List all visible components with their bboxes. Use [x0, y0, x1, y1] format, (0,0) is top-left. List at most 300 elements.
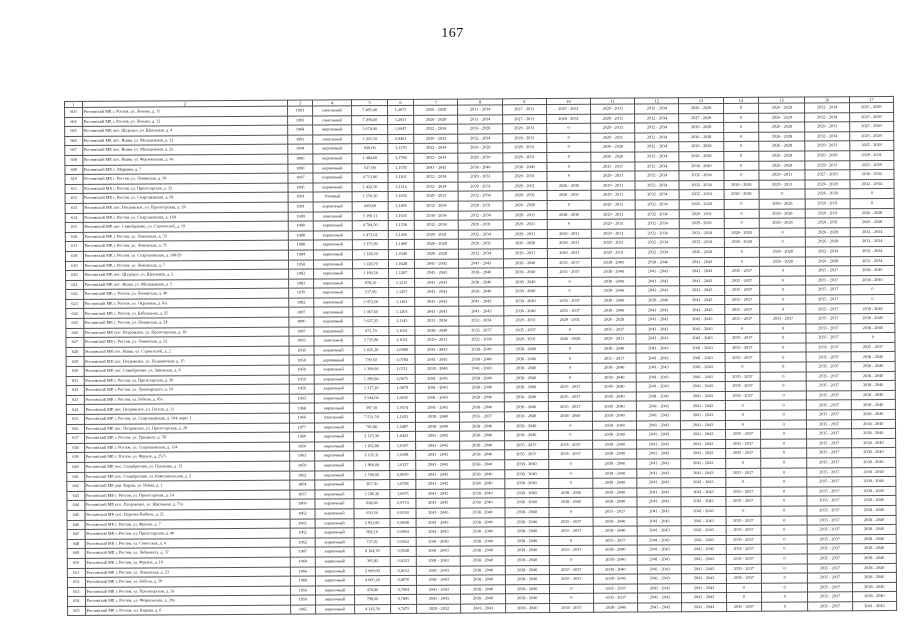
table-cell: 1988 — [289, 231, 313, 241]
table-cell: 0,9694 — [390, 527, 417, 537]
table-cell: 2041 - 2043 — [681, 497, 725, 507]
table-cell: 2038 - 2040 — [591, 258, 635, 268]
table-cell: 1,0327 — [389, 460, 416, 470]
table-cell: 2029 - 2031 — [459, 239, 503, 249]
table-cell: 2038 - 2040 — [852, 525, 896, 535]
table-cell: 2038 - 2040 — [505, 517, 549, 527]
address-cell: Ростовский МР, пос. Шурскол, ул. Школьная, д. 4 — [82, 125, 288, 136]
table-cell: 2029 - 2031 — [547, 248, 591, 258]
address-cell: Ростовский МР, г. Ростов, ул. Спартаковская, д. 114 — [84, 442, 290, 453]
table-cell: 2038 - 2040 — [592, 382, 636, 392]
address-cell: Ростовский МР, пос. Петровское, ул. Гоголя, д. 11 — [84, 404, 290, 415]
table-cell: 7 485,40 — [352, 106, 387, 116]
address-cell: Ростовский МР, г. Ростов, ул. Спартаковская, д. 108/29 — [83, 250, 289, 261]
table-cell: 2025 - 2029 — [849, 112, 893, 122]
table-cell: 2041 - 2043 — [415, 278, 459, 288]
table-cell: 1,1021 — [389, 326, 416, 336]
table-cell: 1,1267 — [388, 268, 415, 278]
table-cell: 0 — [761, 573, 807, 583]
table-cell: 2041 - 2043 — [416, 402, 460, 412]
table-cell: 1965 — [291, 605, 315, 615]
table-cell: 2032 - 2034 — [680, 238, 724, 248]
table-cell: 627 — [66, 338, 84, 348]
table-cell: 2026 - 2028 — [759, 247, 805, 257]
table-cell: 2032 - 2034 — [414, 182, 458, 192]
table-cell: 623 — [66, 299, 84, 309]
table-cell: 2038 - 2040 — [851, 477, 895, 487]
table-cell: 1,1692 — [388, 192, 415, 202]
table-cell: 2035 - 2037 — [725, 468, 760, 478]
address-cell: Ростовский МР, пос. Семибратово, ул. Строителей, д. 19 — [83, 221, 289, 232]
column-number: 11 — [591, 98, 635, 104]
table-cell: 631 — [66, 376, 84, 386]
table-cell: 1997 — [289, 307, 313, 317]
table-cell: 2041 - 2043 — [636, 315, 680, 325]
table-cell: 2041 - 2043 — [682, 526, 726, 536]
table-cell: 2041 - 2043 — [416, 546, 460, 556]
table-cell: 2032 - 2034 — [805, 103, 849, 113]
table-cell: 2035 - 2037 — [807, 458, 851, 468]
table-cell: 2035 - 2037 — [807, 419, 851, 429]
table-cell: кирпичный — [314, 470, 354, 480]
table-cell: 0 — [761, 554, 807, 564]
table-cell: 2035 - 2037 — [726, 497, 761, 507]
table-cell: 1969 — [291, 557, 315, 567]
table-cell: 2038 - 2040 — [503, 306, 547, 316]
table-cell: кирпичный — [313, 240, 353, 250]
table-cell: 2035 - 2037 — [807, 429, 851, 439]
table-cell: 2 609,00 — [355, 566, 390, 576]
table-cell: панельный — [312, 115, 352, 125]
table-cell: 2038 - 2040 — [504, 431, 548, 441]
table-cell: 1959 — [291, 595, 315, 605]
table-cell: 2038 - 2040 — [850, 323, 894, 333]
table-cell: кирпичный — [312, 154, 352, 164]
table-cell: 632 — [66, 386, 84, 396]
table-cell: 2038 - 2040 — [461, 527, 505, 537]
table-cell: 2038 - 2040 — [460, 441, 504, 451]
table-cell: 2038 - 2040 — [852, 592, 896, 602]
table-cell: 0 — [547, 152, 591, 162]
table-cell: 2029 - 2031 — [591, 171, 635, 181]
table-cell: 2035 - 2037 — [806, 323, 850, 333]
address-cell: Ростовский МР, пос. Петровское, ул. Пушкинская, д. 15 — [84, 356, 290, 367]
address-cell: Ростовский МР, г. Ростов, пл. Кирова, д. 6 — [85, 605, 291, 616]
table-cell: 2026 - 2028 — [759, 122, 805, 132]
table-cell: 2029 - 2031 — [414, 191, 458, 201]
table-cell: 648 — [67, 539, 85, 549]
table-cell: 2038 - 2040 — [460, 431, 504, 441]
table-cell: 617,90 — [352, 163, 387, 173]
table-cell: кирпичный — [312, 163, 352, 173]
table-cell: 626 — [66, 328, 84, 338]
table-cell: 2029 - 2031 — [806, 218, 850, 228]
table-cell: 2038 - 2040 — [852, 496, 896, 506]
table-cell: кирпичный — [313, 298, 353, 308]
table-cell: 1982 — [289, 298, 313, 308]
table-cell: 2026 - 2028 — [414, 105, 458, 115]
table-cell: 2041 - 2043 — [415, 307, 459, 317]
table-cell: 1,1635 — [388, 211, 415, 221]
table-cell: 2035 - 2037 — [724, 314, 759, 324]
table-cell: 2038 - 2040 — [593, 440, 637, 450]
table-cell: кирпичный — [314, 422, 354, 432]
address-cell: Ростовский МР, г. Ростов, ул. Либкнехта, д. 37 — [85, 547, 291, 558]
table-cell: 2035 - 2037 — [808, 582, 852, 592]
table-cell: 2041 - 2043 — [681, 410, 725, 420]
table-cell: 2032 - 2034 — [635, 113, 679, 123]
table-cell: 2038 - 2040 — [593, 545, 637, 555]
table-cell: 2032 - 2034 — [635, 161, 679, 171]
table-cell: 2032 - 2034 — [635, 142, 679, 152]
table-cell: 2041 - 2043 — [681, 516, 725, 526]
table-cell: 8 164,70 — [355, 547, 390, 557]
address-cell: Ростовский МР, г. Ростов, ул. Пролетарская, д. 46 — [85, 528, 291, 539]
table-cell: кирпичный — [313, 317, 353, 327]
table-cell: кирпичный — [314, 480, 354, 490]
table-cell: 2035 - 2037 — [548, 306, 592, 316]
table-cell: 2038 - 2040 — [461, 585, 505, 595]
table-cell: 2041 - 2043 — [681, 458, 725, 468]
table-cell: 2041 - 2043 — [638, 593, 682, 603]
table-cell: 2041 - 2043 — [680, 305, 724, 315]
table-cell: 2038 - 2040 — [593, 469, 637, 479]
table-cell: 2038 - 2040 — [593, 449, 637, 459]
table-cell: 1,1605 — [388, 201, 415, 211]
table-cell: кирпичный — [313, 250, 353, 260]
table-cell: 0 — [548, 354, 592, 364]
table-cell: 2035 - 2037 — [806, 295, 850, 305]
table-cell: 612 — [65, 194, 83, 204]
table-cell: 0 — [850, 198, 894, 208]
table-cell: 1 025,20 — [353, 345, 388, 355]
table-cell: 1989 — [288, 212, 312, 222]
table-cell: блочный — [313, 192, 353, 202]
table-cell: 1982 — [289, 269, 313, 279]
table-cell: 2038 - 2040 — [592, 411, 636, 421]
page-number: 167 — [441, 26, 464, 41]
table-cell: 2038 - 2040 — [504, 469, 548, 479]
table-cell: 641 — [67, 472, 85, 482]
table-cell: 1,0798 — [390, 480, 417, 490]
table-cell: 2035 - 2037 — [724, 266, 759, 276]
table-cell: 605 — [65, 127, 83, 137]
table-cell: 647 — [67, 530, 85, 540]
table-cell: 1,0428 — [388, 259, 415, 269]
table-cell: 2026 - 2028 — [805, 179, 849, 189]
table-cell: кирпичный — [313, 202, 353, 212]
table-cell: 2026 - 2028 — [548, 335, 592, 345]
table-cell: 1962 — [290, 509, 314, 519]
table-cell: 0,9698 — [390, 518, 417, 528]
table-cell: 798,60 — [355, 595, 390, 605]
table-cell: 2041 - 2043 — [682, 583, 726, 593]
table-cell: 624 — [66, 309, 84, 319]
table-cell: 2041 - 2043 — [637, 449, 681, 459]
table-cell: кирпичный — [314, 432, 354, 442]
table-cell: кирпичный — [315, 566, 355, 576]
table-cell: 2038 - 2040 — [504, 479, 548, 489]
table-cell: кирпичный — [313, 326, 353, 336]
table-cell: 2038 - 2040 — [594, 603, 638, 613]
table-cell: 2041 - 2043 — [415, 345, 459, 355]
table-cell: 2038 - 2040 — [852, 544, 896, 554]
table-cell: 0 — [760, 391, 806, 401]
table-cell: 2038 - 2040 — [852, 582, 896, 592]
table-cell: 635 — [66, 414, 84, 424]
table-cell: 651 — [67, 568, 85, 578]
table-cell: 2035 - 2037 — [808, 554, 852, 564]
table-cell: 2025 - 2029 — [849, 102, 893, 112]
table-cell: 615 — [65, 223, 83, 233]
table-cell: 2032 - 2034 — [850, 237, 894, 247]
table-cell: 2041 - 2043 — [415, 297, 459, 307]
table-cell: 7 298,60 — [352, 115, 387, 125]
column-number: 10 — [546, 98, 590, 104]
column-number: 8 — [458, 99, 502, 105]
table-cell: 2041 - 2043 — [636, 305, 680, 315]
table-cell: 2029 - 2031 — [415, 230, 459, 240]
table-cell: 2035 - 2037 — [807, 515, 851, 525]
table-cell: 1,1021 — [389, 336, 416, 346]
table-cell: кирпичный — [315, 605, 355, 615]
address-cell: Ростовский МР, г. Ростов, ул. Бебеля, д. 65а — [84, 394, 290, 405]
table-cell: 2038 - 2040 — [505, 584, 549, 594]
table-cell: 2041 - 2043 — [416, 460, 460, 470]
table-cell: 2041 - 2043 — [416, 441, 460, 451]
table-cell: 2041 - 2043 — [637, 440, 681, 450]
table-cell: 2041 - 2043 — [637, 516, 681, 526]
table-cell: 0 — [548, 421, 592, 431]
table-cell: 2041 - 2043 — [637, 526, 681, 536]
table-cell: 5 190,11 — [353, 211, 388, 221]
table-cell: 2026 - 2028 — [759, 151, 805, 161]
table-cell: 3 725,90 — [353, 336, 388, 346]
table-cell: 2035 - 2037 — [807, 400, 851, 410]
table-cell: 2038 - 2040 — [503, 296, 547, 306]
table-cell: 2032 - 2034 — [459, 210, 503, 220]
table-cell: 0 — [724, 209, 759, 219]
table-cell: 2026 - 2028 — [806, 237, 850, 247]
table-cell: 2038 - 2040 — [504, 344, 548, 354]
table-cell: 2041 - 2043 — [416, 508, 460, 518]
address-cell: Ростовский МР, г. Ростов, ул. Ленинская, д. 33 — [83, 231, 289, 242]
table-cell: 2041 - 2043 — [637, 459, 681, 469]
table-cell: 2038 - 2040 — [592, 267, 636, 277]
table-cell: 1983 — [289, 279, 313, 289]
table-cell: 2038 - 2040 — [592, 392, 636, 402]
address-cell: Ростовский МР, пос. Поречье-Рыбное, д. 21 — [85, 509, 291, 520]
table-cell: 1,0635 — [389, 393, 416, 403]
table-cell: 2038 - 2040 — [416, 412, 460, 422]
table-cell: 2026 - 2028 — [850, 218, 894, 228]
table-cell: 2041 - 2043 — [637, 478, 681, 488]
address-cell: Ростовский МР, г. Ростов, ул. Фрунзе, д. 25/3 — [84, 452, 290, 463]
table-cell: 0 — [759, 237, 805, 247]
address-cell: Ростовский МР, г. Ростов, ул. Бабушкина, д. 25 — [83, 308, 289, 319]
address-cell: Ростовский МР, г. Ростов, ул. Советская, д. 4 — [85, 538, 291, 549]
table-cell: 2032 - 2034 — [635, 219, 679, 229]
table-cell: 2035 - 2037 — [808, 544, 852, 554]
table-cell: 2027 - 2031 — [502, 114, 546, 124]
table-cell: 2038 - 2040 — [851, 438, 895, 448]
table-cell: 2035 - 2037 — [807, 467, 851, 477]
table-cell: 2038 - 2040 — [852, 505, 896, 515]
table-cell: 1960 — [290, 432, 314, 442]
table-cell: кирпичный — [313, 288, 353, 298]
table-cell: 619 — [65, 261, 83, 271]
table-cell: 2035 - 2037 — [726, 487, 761, 497]
table-cell: 654 — [68, 597, 86, 607]
table-cell: 2032 - 2034 — [679, 190, 723, 200]
table-cell: кирпичный — [314, 374, 354, 384]
table-cell: 2026 - 2028 — [724, 190, 759, 200]
table-cell: 2038 - 2040 — [851, 448, 895, 458]
table-cell: 650,50 — [354, 508, 389, 518]
table-cell: 2035 - 2037 — [807, 486, 851, 496]
table-cell: 2032 - 2034 — [635, 123, 679, 133]
table-cell: 2041 - 2043 — [680, 334, 724, 344]
table-cell: 0 — [761, 535, 807, 545]
table-cell: 1993 — [288, 106, 312, 116]
table-cell: 1959 — [289, 384, 313, 394]
table-cell: кирпичный — [315, 585, 355, 595]
table-cell: 2035 - 2037 — [725, 439, 760, 449]
table-cell: 0 — [548, 430, 592, 440]
table-cell: 2035 - 2037 — [807, 391, 851, 401]
table-cell: 1 317,20 — [354, 384, 389, 394]
table-cell: 2028 - 2030 — [458, 153, 502, 163]
table-cell: 2032 - 2034 — [805, 112, 849, 122]
table-cell: 3 973,50 — [353, 297, 388, 307]
table-cell: 1 422,50 — [352, 182, 387, 192]
table-cell: 2035 - 2037 — [724, 286, 759, 296]
table-cell: 2026 - 2028 — [679, 103, 723, 113]
table-cell: 2041 - 2043 — [416, 518, 460, 528]
table-cell: 2038 - 2040 — [459, 354, 503, 364]
table-cell: 0 — [547, 171, 591, 181]
table-cell: 2038 - 2040 — [505, 555, 549, 565]
table-cell: 2038 - 2040 — [503, 268, 547, 278]
table-cell: 2038 - 2040 — [503, 258, 547, 268]
address-cell: Ростовский МР, г. Ростов, ул. Фрунзе, д. 10 — [85, 557, 291, 568]
table-cell: 2041 - 2043 — [636, 267, 680, 277]
table-cell: 2038 - 2040 — [504, 373, 548, 383]
table-cell: 2027 - 2031 — [502, 105, 546, 115]
table-cell: 1990 — [288, 164, 312, 174]
table-cell: 1,0574 — [389, 403, 416, 413]
table-cell: 2038 - 2040 — [851, 409, 895, 419]
table-cell: 2035 - 2037 — [549, 574, 593, 584]
column-number: 17 — [849, 96, 893, 102]
table-cell: 2041 - 2043 — [416, 431, 460, 441]
table-cell: 2035 - 2037 — [806, 304, 850, 314]
table-cell: 2026 - 2028 — [759, 161, 805, 171]
table-cell: 2038 - 2040 — [460, 402, 504, 412]
table-cell: 1 328,50 — [353, 249, 388, 259]
address-cell: Ростовский МР, пос. Петровское, ул. Пролетарская, д. 26 — [83, 202, 289, 213]
table-cell: 4 005,20 — [355, 576, 390, 586]
column-number: 14 — [723, 97, 758, 103]
table-cell: 0 — [725, 401, 760, 411]
table-cell: 2035 - 2037 — [549, 526, 593, 536]
table-cell: 2041 - 2043 — [681, 430, 725, 440]
table-cell: 2038 - 2040 — [548, 411, 592, 421]
table-cell: 2035 - 2037 — [725, 381, 760, 391]
address-cell: Ростовский МР, пос. Семибратово, ул. Пушкина, д. 12 — [84, 461, 290, 472]
table-cell: 0 — [850, 189, 894, 199]
table-cell: 629 — [66, 357, 84, 367]
table-cell: 2041 - 2043 — [680, 257, 724, 267]
table-cell: 634 — [66, 405, 84, 415]
table-cell: 2029 - 2033 — [591, 104, 635, 114]
table-cell: 2035 - 2037 — [806, 285, 850, 295]
table-cell: 2041 - 2043 — [681, 372, 725, 382]
table-cell: 1,1163 — [388, 297, 415, 307]
table-cell: 2041 - 2043 — [636, 344, 680, 354]
table-cell: 2026 - 2028 — [724, 238, 759, 248]
table-cell: 2038 - 2040 — [636, 296, 680, 306]
table-cell: 0 — [762, 602, 808, 612]
address-cell: Ростовский МР, г. Ростов, ул. Февральская, д. 20а — [85, 595, 291, 606]
table-cell: 1,1203 — [388, 307, 415, 317]
table-cell: 0,9461 — [387, 134, 414, 144]
table-cell: кирпичный — [315, 518, 355, 528]
table-cell: 1,0167 — [389, 441, 416, 451]
table-cell: 0 — [547, 277, 591, 287]
table-cell: 0 — [760, 372, 806, 382]
table-cell: 2038 - 2040 — [592, 277, 636, 287]
address-cell: Ростовский МР, г. Ростов, ул. Ленинская, д. 35 — [83, 240, 289, 251]
table-cell: 2035 - 2037 — [548, 450, 592, 460]
table-cell: 0 — [726, 506, 761, 516]
table-cell: 2031 - 2034 — [458, 105, 502, 115]
column-number: 7 — [414, 99, 458, 105]
table-cell: 1986 — [288, 154, 312, 164]
table-cell: 2026 - 2028 — [591, 142, 635, 152]
table-cell: 2029 - 2031 — [591, 229, 635, 239]
table-cell: 2027 - 2031 — [546, 104, 590, 114]
table-cell: 2038 - 2040 — [505, 498, 549, 508]
address-cell: Ростовский МР, с. Марково, д. 7 — [83, 164, 289, 175]
table-cell: 2038 - 2040 — [851, 371, 895, 381]
table-cell: 628 — [66, 347, 84, 357]
table-cell: 2041 - 2043 — [682, 554, 726, 564]
table-cell: 2025 - 2029 — [849, 141, 893, 151]
table-cell: 618 — [65, 251, 83, 261]
table-cell: 2032 - 2034 — [680, 228, 724, 238]
table-cell: 637 — [67, 434, 85, 444]
table-cell: 1990 — [289, 317, 313, 327]
table-cell: 640 — [67, 462, 85, 472]
table-cell: 2026 - 2028 — [680, 247, 724, 257]
housing-schedule-table — [64, 96, 897, 617]
table-cell: 2029 - 2031 — [415, 335, 459, 345]
table-cell: 2041 - 2043 — [636, 382, 680, 392]
table-cell: 0 — [723, 132, 758, 142]
table-cell: кирпичный — [313, 259, 353, 269]
table-cell: 2041 - 2043 — [415, 374, 459, 384]
table-cell: 0 — [725, 410, 760, 420]
table-cell: 2038 - 2040 — [503, 277, 547, 287]
table-cell: 2038 - 2040 — [505, 536, 549, 546]
address-cell: Ростовский МР, г. Ростов, ул. Пролетарская, д. 30 — [84, 375, 290, 386]
table-cell: 603 — [65, 107, 83, 117]
table-cell: 2035 - 2037 — [808, 534, 852, 544]
table-cell: 655 — [68, 606, 86, 616]
table-cell: 2029 - 2031 — [591, 133, 635, 143]
table-cell: 2027 - 2029 — [805, 170, 849, 180]
